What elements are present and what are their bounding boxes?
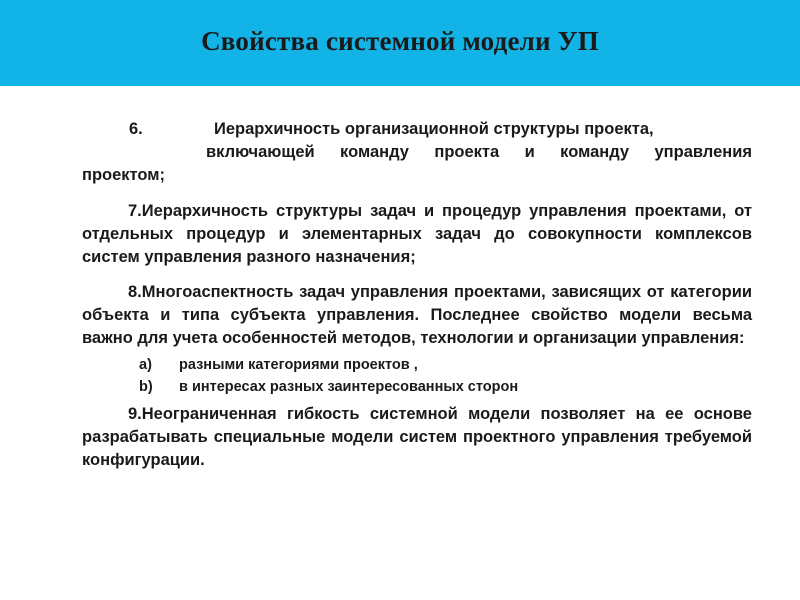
item-6-line-1: Иерархичность организационной структуры проекта, bbox=[214, 120, 654, 138]
sub-item-a bbox=[82, 354, 752, 376]
list-item-7 bbox=[82, 200, 752, 269]
list-item-9 bbox=[82, 403, 752, 472]
item-6-line-2: включающей команду проекта и команду управления bbox=[206, 143, 752, 161]
slide-title: Свойства системной модели УП bbox=[201, 26, 599, 56]
sub-item-b-marker: b) bbox=[139, 379, 153, 395]
list-item-8 bbox=[82, 281, 752, 350]
sub-list bbox=[82, 354, 752, 398]
sub-item-b bbox=[82, 376, 752, 398]
item-6-line-3: проектом; bbox=[82, 166, 165, 184]
item-7-text: 7.Иерархичность структуры задач и процедур управления проектами, от отдельных процедур и элементарных задач до совокупности комплексов систем управления разного назначения; bbox=[82, 202, 752, 266]
item-6-number: 6. bbox=[129, 120, 143, 138]
slide-body bbox=[82, 118, 752, 472]
sub-item-a-text: разными категориями проектов , bbox=[179, 357, 418, 373]
sub-item-b-text: в интересах разных заинтересованных сторон bbox=[179, 379, 519, 395]
sub-item-a-marker: a) bbox=[139, 357, 152, 373]
item-9-text: 9.Неограниченная гибкость системной модели позволяет на ее основе разрабатывать специальные модели систем проектного управления требуемой конфигурации. bbox=[82, 405, 752, 469]
list-item-6 bbox=[82, 118, 752, 187]
item-8-text: 8.Многоаспектность задач управления проектами, зависящих от категории объекта и типа субъекта управления. Последнее свойство модели весьма важно для учета особенностей методов, технологии и организации управления: bbox=[82, 283, 752, 347]
